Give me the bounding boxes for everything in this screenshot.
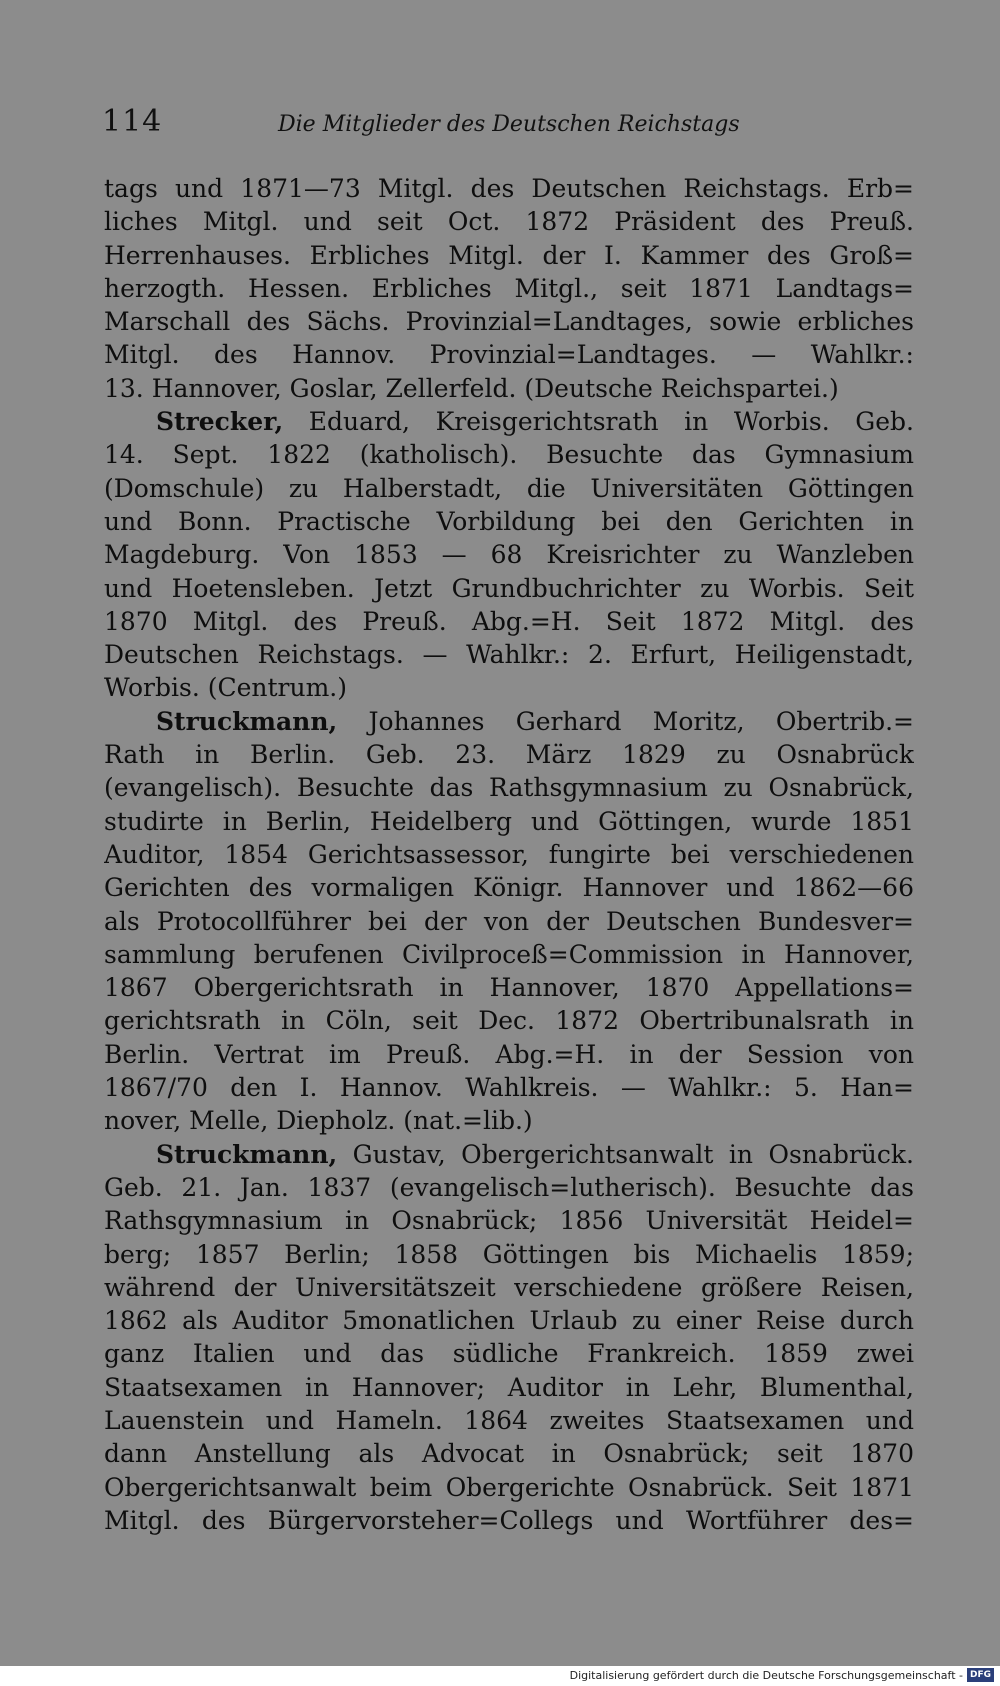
text-line [104,605,914,638]
text-line [104,938,914,971]
text-line [104,1404,914,1437]
line-text: liches Mitgl. und seit Oct. 1872 Präsident des Preuß. [104,207,914,237]
text-line [104,372,914,405]
text-line [104,338,914,371]
text-line [104,771,914,804]
text-line [104,705,914,738]
text-line [104,1171,914,1204]
text-line [104,1437,914,1470]
text-line [104,538,914,571]
text-line [104,272,914,305]
line-text: Eduard, Kreisgerichtsrath in Worbis. Geb. [283,407,914,437]
line-text: 1867 Obergerichtsrath in Hannover, 1870 Appellations= [104,973,914,1003]
line-text: 14. Sept. 1822 (katholisch). Besuchte das Gymnasium [104,440,914,470]
text-line [104,1071,914,1104]
member-name: Strecker, [156,407,284,437]
line-text: Worbis. (Centrum.) [104,673,348,703]
footer-credit: Digitalisierung gefördert durch die Deutsche Forschungsgemeinschaft - [569,1668,963,1682]
line-text: Mitgl. des Hannov. Provinzial=Landtages. — Wahlkr.: [104,340,914,370]
line-text: sammlung berufenen Civilproceß=Commission in Hannover, [104,939,914,969]
line-text: während der Universitätszeit verschiedene größere Reisen, [104,1272,914,1302]
text-line [104,1104,914,1137]
line-text: Deutschen Reichstags. — Wahlkr.: 2. Erfurt, Heiligenstadt, [104,640,914,670]
line-text: Mitgl. des Bürgervorsteher=Collegs und Wortführer des= [104,1505,914,1535]
text-line [104,671,914,704]
line-text: Gustav, Obergerichtsanwalt in Osnabrück. [337,1139,914,1169]
text-line [104,1038,914,1071]
text-line [104,239,914,272]
text-line [104,1471,914,1504]
page-header [102,104,742,144]
line-text: 13. Hannover, Goslar, Zellerfeld. (Deutsche Reichspartei.) [104,373,839,403]
dfg-logo: DFG [967,1668,994,1682]
text-line [104,638,914,671]
line-text: Staatsexamen in Hannover; Auditor in Lehr, Blumenthal, [104,1372,914,1402]
line-text: Geb. 21. Jan. 1837 (evangelisch=lutherisch). Besuchte das [104,1172,914,1202]
member-name: Struckmann, [156,706,338,736]
line-text: und Bonn. Practische Vorbildung bei den Gerichten in [104,506,914,536]
text-line [104,505,914,538]
page-number: 114 [102,104,163,139]
text-line [104,438,914,471]
line-text: Marschall des Sächs. Provinzial=Landtages, sowie erbliches [104,307,914,337]
line-text: (evangelisch). Besuchte das Rathsgymnasium zu Osnabrück, [104,773,914,803]
text-line [104,1271,914,1304]
text-line [104,1504,914,1537]
text-line [104,738,914,771]
line-text: Lauenstein und Hameln. 1864 zweites Staatsexamen und [104,1405,914,1435]
text-line [104,971,914,1004]
line-text: Johannes Gerhard Moritz, Obertrib.= [337,706,914,736]
line-text: gerichtsrath in Cöln, seit Dec. 1872 Obertribunalsrath in [104,1006,914,1036]
line-text: 1870 Mitgl. des Preuß. Abg.=H. Seit 1872 Mitgl. des [104,606,914,636]
line-text: dann Anstellung als Advocat in Osnabrück; seit 1870 [104,1439,914,1469]
text-line [104,905,914,938]
text-line [104,472,914,505]
body-text [104,172,914,1537]
line-text: Rathsgymnasium in Osnabrück; 1856 Universität Heidel= [104,1206,914,1236]
line-text: Magdeburg. Von 1853 — 68 Kreisrichter zu Wanzleben [104,540,914,570]
member-name: Struckmann, [156,1139,338,1169]
line-text: 1867/70 den I. Hannov. Wahlkreis. — Wahlkr.: 5. Han= [104,1073,914,1103]
line-text: und Hoetensleben. Jetzt Grundbuchrichter zu Worbis. Seit [104,573,914,603]
line-text: als Protocollführer bei der von der Deutschen Bundesver= [104,906,914,936]
text-line [104,1204,914,1237]
line-text: Herrenhauses. Erbliches Mitgl. der I. Kammer des Groß= [104,240,914,270]
text-line [104,1371,914,1404]
line-text: ganz Italien und das südliche Frankreich. 1859 zwei [104,1339,914,1369]
text-line [104,1138,914,1171]
line-text: Berlin. Vertrat im Preuß. Abg.=H. in der Session von [104,1039,914,1069]
text-line [104,805,914,838]
text-line [104,172,914,205]
text-line [104,305,914,338]
line-text: Gerichten des vormaligen Königr. Hannover und 1862—66 [104,873,914,903]
text-line [104,572,914,605]
line-text: Auditor, 1854 Gerichtsassessor, fungirte bei verschiedenen [104,839,914,869]
line-text: 1862 als Auditor 5monatlichen Urlaub zu einer Reise durch [104,1306,914,1336]
running-title: Die Mitglieder des Deutschen Reichstags [278,112,740,137]
text-line [104,1238,914,1271]
text-line [104,1304,914,1337]
line-text: berg; 1857 Berlin; 1858 Göttingen bis Michaelis 1859; [104,1239,914,1269]
line-text: (Domschule) zu Halberstadt, die Universitäten Göttingen [104,473,914,503]
line-text: Obergerichtsanwalt beim Obergerichte Osnabrück. Seit 1871 [104,1472,914,1502]
line-text: nover, Melle, Diepholz. (nat.=lib.) [104,1106,533,1136]
text-line [104,205,914,238]
text-line [104,405,914,438]
text-line [104,1004,914,1037]
text-line [104,871,914,904]
text-line [104,838,914,871]
text-line [104,1337,914,1370]
line-text: Rath in Berlin. Geb. 23. März 1829 zu Osnabrück [104,740,914,770]
footer [570,1666,994,1684]
line-text: herzogth. Hessen. Erbliches Mitgl., seit 1871 Landtags= [104,273,914,303]
line-text: studirte in Berlin, Heidelberg und Göttingen, wurde 1851 [104,806,914,836]
line-text: tags und 1871—73 Mitgl. des Deutschen Reichstags. Erb= [104,174,914,203]
